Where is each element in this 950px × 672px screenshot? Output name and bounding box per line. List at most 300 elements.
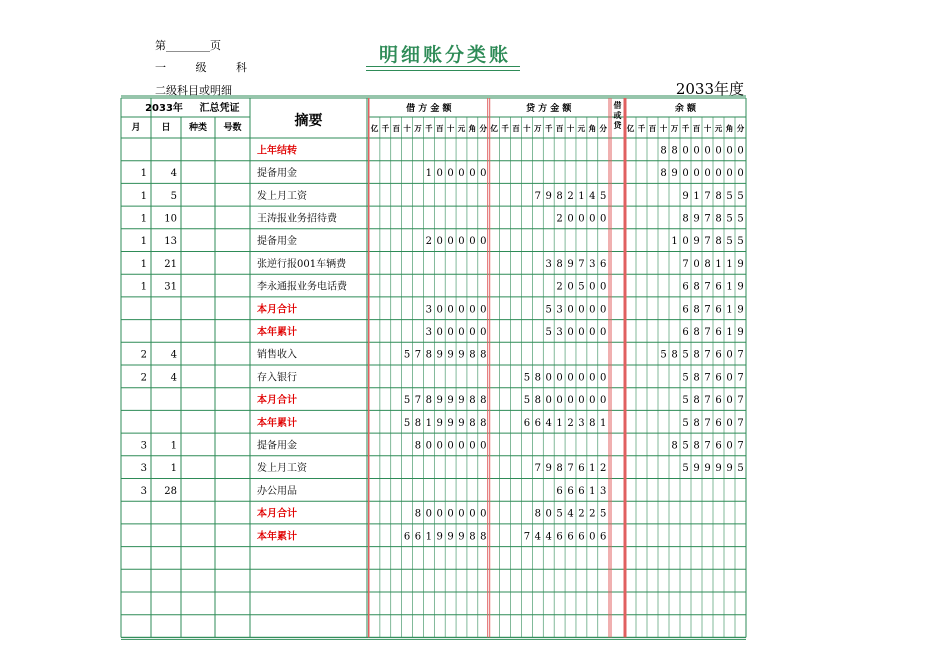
credit-digit: 5 — [556, 508, 563, 520]
balance-digit: 0 — [682, 236, 689, 248]
page-blank: ________ — [166, 39, 210, 52]
credit-digit: 0 — [545, 395, 552, 407]
digit-label: 百 — [692, 124, 701, 133]
digit-label: 千 — [681, 124, 690, 133]
row-month: 1 — [140, 258, 147, 270]
balance-digit: 0 — [726, 349, 733, 361]
level1-char-a: 一 — [155, 61, 166, 74]
credit-digit: 0 — [578, 395, 585, 407]
header-dir: 贷 — [613, 120, 622, 130]
credit-digit: 1 — [578, 190, 585, 202]
balance-digit: 7 — [737, 395, 744, 407]
credit-digit: 5 — [545, 304, 552, 316]
row-day: 10 — [164, 213, 177, 225]
credit-digit: 0 — [567, 326, 574, 338]
row-month: 1 — [140, 213, 147, 225]
balance-digit: 1 — [726, 326, 733, 338]
row-month: 2 — [140, 349, 147, 361]
credit-digit: 7 — [523, 531, 531, 543]
header-debit: 借 方 金 额 — [406, 104, 452, 114]
balance-digit: 0 — [726, 417, 733, 429]
balance-digit: 1 — [693, 190, 700, 202]
debit-digit: 0 — [425, 508, 433, 520]
header-dir: 借 — [613, 100, 622, 110]
digit-label: 百 — [555, 124, 564, 133]
digit-label: 分 — [599, 124, 607, 133]
header-number: 号数 — [223, 123, 242, 133]
credit-digit: 0 — [578, 372, 585, 384]
balance-digit: 7 — [704, 349, 711, 361]
debit-digit: 7 — [414, 349, 422, 361]
debit-digit: 9 — [458, 417, 465, 429]
header-year: 2033年 — [145, 103, 183, 114]
balance-digit: 5 — [737, 213, 744, 225]
row-day: 1 — [170, 440, 177, 452]
page-suffix: 页 — [210, 39, 221, 52]
debit-digit: 0 — [469, 168, 476, 180]
debit-digit: 9 — [458, 531, 465, 543]
row-month: 1 — [140, 190, 147, 202]
debit-digit: 0 — [458, 508, 465, 520]
row-summary: 上年结转 — [257, 145, 297, 157]
balance-digit: 7 — [704, 417, 711, 429]
row-day: 4 — [170, 349, 177, 361]
debit-digit: 9 — [436, 531, 443, 543]
balance-digit: 8 — [693, 281, 700, 293]
credit-digit: 0 — [545, 508, 552, 520]
balance-digit: 8 — [682, 213, 689, 225]
digit-label: 十 — [523, 124, 531, 133]
digit-label: 百 — [512, 124, 520, 133]
debit-digit: 9 — [447, 531, 454, 543]
header-dir: 或 — [613, 110, 622, 120]
credit-digit: 6 — [567, 531, 574, 543]
balance-digit: 7 — [737, 440, 744, 452]
debit-digit: 0 — [436, 236, 443, 248]
credit-digit: 8 — [534, 508, 541, 520]
balance-digit: 0 — [682, 145, 689, 157]
balance-digit: 5 — [682, 440, 689, 452]
debit-digit: 0 — [447, 440, 454, 452]
credit-digit: 5 — [600, 190, 607, 202]
credit-digit: 4 — [534, 531, 541, 543]
debit-digit: 9 — [436, 395, 443, 407]
balance-digit: 9 — [737, 281, 744, 293]
credit-digit: 8 — [556, 258, 563, 270]
balance-digit: 6 — [715, 417, 722, 429]
digit-label: 十 — [446, 124, 455, 133]
debit-digit: 0 — [469, 508, 476, 520]
balance-digit: 0 — [704, 168, 711, 180]
balance-digit: 8 — [660, 145, 667, 157]
balance-digit: 5 — [682, 463, 689, 475]
balance-digit: 8 — [693, 395, 700, 407]
credit-digit: 6 — [534, 417, 541, 429]
balance-digit: 7 — [682, 258, 689, 270]
credit-digit: 2 — [567, 190, 574, 202]
balance-digit: 5 — [660, 349, 667, 361]
balance-digit: 5 — [726, 236, 733, 248]
balance-digit: 7 — [704, 395, 711, 407]
credit-digit: 1 — [589, 485, 596, 497]
balance-digit: 6 — [715, 281, 722, 293]
credit-digit: 7 — [534, 463, 541, 475]
balance-digit: 8 — [693, 349, 700, 361]
header-kind: 种类 — [188, 123, 208, 133]
header-balance: 余 额 — [674, 104, 697, 114]
debit-digit: 0 — [480, 326, 487, 338]
debit-digit: 5 — [403, 395, 411, 407]
credit-digit: 7 — [567, 463, 574, 475]
debit-digit: 8 — [425, 395, 433, 407]
balance-digit: 8 — [693, 440, 700, 452]
credit-digit: 0 — [589, 372, 596, 384]
row-month: 1 — [140, 281, 147, 293]
balance-digit: 9 — [693, 236, 700, 248]
row-day: 28 — [164, 485, 177, 497]
debit-digit: 0 — [447, 236, 454, 248]
credit-digit: 0 — [578, 326, 585, 338]
balance-digit: 6 — [715, 349, 722, 361]
header-month: 月 — [131, 123, 141, 133]
digit-label: 万 — [414, 124, 422, 133]
debit-digit: 8 — [469, 349, 476, 361]
digit-label: 千 — [544, 124, 553, 133]
row-summary: 提备用金 — [257, 236, 297, 248]
credit-digit: 0 — [589, 213, 596, 225]
row-month: 3 — [140, 463, 147, 475]
credit-digit: 6 — [600, 258, 607, 270]
balance-digit: 9 — [693, 463, 700, 475]
balance-digit: 0 — [726, 440, 733, 452]
row-summary: 本月合计 — [257, 395, 297, 407]
credit-digit: 9 — [567, 258, 574, 270]
debit-digit: 0 — [436, 440, 443, 452]
digit-label: 千 — [637, 124, 646, 133]
digit-label: 分 — [479, 124, 488, 133]
debit-digit: 0 — [447, 304, 454, 316]
balance-digit: 5 — [682, 395, 689, 407]
balance-digit: 8 — [671, 349, 678, 361]
balance-digit: 9 — [737, 326, 744, 338]
credit-digit: 3 — [556, 304, 563, 316]
digit-label: 亿 — [490, 124, 498, 133]
debit-digit: 8 — [480, 531, 487, 543]
balance-digit: 8 — [693, 372, 700, 384]
debit-digit: 2 — [425, 236, 433, 248]
balance-digit: 9 — [715, 463, 722, 475]
digit-label: 亿 — [626, 124, 635, 133]
balance-digit: 1 — [726, 258, 733, 270]
credit-digit: 8 — [534, 372, 541, 384]
row-month: 2 — [140, 372, 147, 384]
debit-digit: 0 — [458, 326, 465, 338]
digit-label: 角 — [468, 124, 477, 133]
balance-digit: 6 — [715, 372, 722, 384]
balance-digit: 8 — [715, 190, 722, 202]
balance-digit: 0 — [737, 145, 744, 157]
digit-label: 角 — [725, 124, 734, 133]
debit-digit: 0 — [480, 168, 487, 180]
digit-label: 千 — [381, 124, 390, 133]
credit-digit: 1 — [589, 463, 596, 475]
balance-digit: 0 — [682, 168, 689, 180]
credit-digit: 0 — [578, 304, 585, 316]
debit-digit: 0 — [425, 440, 433, 452]
credit-digit: 0 — [600, 326, 607, 338]
debit-digit: 8 — [480, 349, 487, 361]
credit-digit: 3 — [578, 417, 585, 429]
row-summary: 本年累计 — [257, 326, 297, 338]
credit-digit: 5 — [545, 326, 552, 338]
credit-digit: 3 — [589, 258, 596, 270]
credit-digit: 0 — [589, 531, 596, 543]
credit-digit: 0 — [545, 372, 552, 384]
credit-digit: 0 — [567, 372, 574, 384]
debit-digit: 8 — [469, 395, 476, 407]
credit-digit: 0 — [600, 372, 607, 384]
credit-digit: 8 — [534, 395, 541, 407]
credit-digit: 8 — [589, 417, 596, 429]
balance-digit: 8 — [660, 168, 667, 180]
balance-digit: 7 — [704, 304, 711, 316]
credit-digit: 7 — [534, 190, 541, 202]
row-day: 5 — [170, 190, 177, 202]
header-day: 日 — [161, 123, 171, 133]
balance-digit: 0 — [726, 395, 733, 407]
credit-digit: 2 — [556, 213, 563, 225]
balance-digit: 9 — [682, 190, 689, 202]
balance-digit: 1 — [726, 281, 733, 293]
balance-digit: 5 — [682, 372, 689, 384]
balance-digit: 0 — [726, 168, 733, 180]
balance-digit: 7 — [704, 440, 711, 452]
credit-digit: 0 — [589, 304, 596, 316]
balance-digit: 7 — [704, 326, 711, 338]
debit-digit: 0 — [447, 168, 454, 180]
digit-label: 元 — [457, 124, 466, 133]
balance-digit: 1 — [715, 258, 722, 270]
credit-digit: 6 — [523, 417, 531, 429]
credit-digit: 0 — [600, 281, 607, 293]
digit-label: 百 — [435, 124, 444, 133]
row-month: 3 — [140, 485, 147, 497]
debit-digit: 7 — [414, 395, 422, 407]
balance-digit: 6 — [682, 304, 689, 316]
balance-digit: 9 — [704, 463, 711, 475]
debit-digit: 8 — [469, 417, 476, 429]
digit-label: 千 — [501, 124, 509, 133]
credit-digit: 0 — [567, 213, 574, 225]
debit-digit: 8 — [414, 440, 422, 452]
debit-digit: 0 — [458, 440, 465, 452]
balance-digit: 5 — [726, 213, 733, 225]
credit-digit: 5 — [578, 281, 585, 293]
debit-digit: 8 — [414, 508, 422, 520]
balance-digit: 8 — [715, 236, 722, 248]
debit-digit: 5 — [403, 417, 411, 429]
credit-digit: 0 — [556, 395, 563, 407]
balance-digit: 8 — [693, 326, 700, 338]
row-day: 1 — [170, 463, 177, 475]
credit-digit: 4 — [545, 531, 552, 543]
debit-digit: 9 — [447, 395, 454, 407]
debit-digit: 0 — [458, 304, 465, 316]
credit-digit: 3 — [545, 258, 552, 270]
credit-digit: 0 — [589, 395, 596, 407]
debit-digit: 8 — [414, 417, 422, 429]
credit-digit: 0 — [578, 213, 585, 225]
balance-digit: 7 — [704, 236, 711, 248]
row-summary: 王涛报业务招待费 — [257, 213, 337, 225]
debit-digit: 0 — [436, 304, 443, 316]
balance-digit: 6 — [682, 326, 689, 338]
credit-digit: 2 — [567, 417, 574, 429]
debit-digit: 8 — [425, 349, 433, 361]
credit-digit: 2 — [556, 281, 563, 293]
debit-digit: 3 — [425, 326, 433, 338]
balance-digit: 7 — [704, 190, 711, 202]
credit-digit: 6 — [600, 531, 607, 543]
balance-digit: 5 — [682, 417, 689, 429]
row-summary: 销售收入 — [257, 349, 297, 361]
balance-digit: 9 — [737, 258, 744, 270]
debit-digit: 0 — [436, 508, 443, 520]
balance-digit: 8 — [704, 258, 711, 270]
debit-digit: 0 — [469, 236, 476, 248]
credit-digit: 3 — [600, 485, 607, 497]
balance-digit: 0 — [693, 168, 700, 180]
balance-digit: 7 — [737, 372, 744, 384]
debit-digit: 1 — [425, 531, 433, 543]
balance-digit: 7 — [737, 349, 744, 361]
balance-digit: 0 — [715, 168, 722, 180]
credit-digit: 6 — [578, 463, 585, 475]
balance-digit: 7 — [737, 417, 744, 429]
credit-digit: 1 — [556, 417, 563, 429]
balance-digit: 6 — [715, 326, 722, 338]
balance-digit: 8 — [693, 304, 700, 316]
debit-digit: 5 — [403, 349, 411, 361]
credit-digit: 4 — [567, 508, 574, 520]
debit-digit: 0 — [458, 236, 465, 248]
balance-digit: 7 — [704, 372, 711, 384]
debit-digit: 0 — [447, 508, 454, 520]
credit-digit: 2 — [589, 508, 596, 520]
debit-digit: 9 — [447, 349, 454, 361]
balance-digit: 9 — [737, 304, 744, 316]
credit-digit: 6 — [578, 485, 585, 497]
credit-digit: 0 — [589, 281, 596, 293]
debit-digit: 1 — [425, 417, 433, 429]
credit-digit: 2 — [600, 463, 607, 475]
debit-digit: 0 — [447, 326, 454, 338]
balance-digit: 8 — [693, 417, 700, 429]
balance-digit: 0 — [737, 168, 744, 180]
balance-digit: 5 — [737, 190, 744, 202]
header-summary: 摘要 — [294, 113, 323, 129]
debit-digit: 0 — [480, 508, 487, 520]
debit-digit: 0 — [436, 326, 443, 338]
credit-digit: 3 — [556, 326, 563, 338]
digit-label: 万 — [670, 124, 679, 133]
row-month: 3 — [140, 440, 147, 452]
digit-label: 角 — [588, 124, 597, 133]
balance-digit: 6 — [715, 304, 722, 316]
credit-digit: 0 — [600, 304, 607, 316]
balance-digit: 8 — [671, 145, 678, 157]
balance-digit: 9 — [693, 213, 700, 225]
row-summary: 张逆行报001车辆费 — [257, 258, 347, 270]
page-title: 明细账分类账 — [378, 44, 511, 66]
balance-digit: 9 — [726, 463, 733, 475]
row-summary: 发上月工资 — [257, 190, 307, 202]
debit-digit: 9 — [436, 417, 443, 429]
debit-digit: 8 — [480, 395, 487, 407]
credit-digit: 5 — [600, 508, 607, 520]
level1-char-c: 科 — [236, 61, 247, 74]
debit-digit: 1 — [425, 168, 433, 180]
digit-label: 元 — [714, 124, 723, 133]
credit-digit: 0 — [600, 395, 607, 407]
digit-label: 十 — [403, 124, 411, 133]
balance-digit: 1 — [726, 304, 733, 316]
credit-digit: 4 — [589, 190, 596, 202]
level1-char-b: 级 — [195, 61, 207, 74]
row-day: 4 — [170, 168, 177, 180]
digit-label: 十 — [566, 124, 575, 133]
credit-digit: 0 — [556, 372, 563, 384]
credit-digit: 9 — [545, 190, 552, 202]
credit-digit: 9 — [545, 463, 552, 475]
debit-digit: 0 — [480, 440, 487, 452]
debit-digit: 0 — [480, 236, 487, 248]
debit-digit: 9 — [447, 417, 454, 429]
credit-digit: 0 — [567, 281, 574, 293]
credit-digit: 8 — [556, 463, 563, 475]
debit-digit: 8 — [469, 531, 476, 543]
row-summary: 存入银行 — [257, 372, 297, 384]
balance-digit: 5 — [737, 236, 744, 248]
row-day: 4 — [170, 372, 177, 384]
credit-digit: 0 — [589, 326, 596, 338]
balance-digit: 6 — [682, 281, 689, 293]
digit-label: 百 — [392, 124, 400, 133]
balance-digit: 0 — [726, 372, 733, 384]
balance-digit: 7 — [704, 213, 711, 225]
balance-digit: 7 — [704, 281, 711, 293]
credit-digit: 0 — [567, 395, 574, 407]
digit-label: 十 — [703, 124, 712, 133]
digit-label: 亿 — [370, 124, 379, 133]
credit-digit: 5 — [523, 395, 531, 407]
credit-digit: 4 — [545, 417, 552, 429]
digit-label: 分 — [736, 124, 745, 133]
credit-digit: 0 — [600, 213, 607, 225]
credit-digit: 0 — [567, 304, 574, 316]
debit-digit: 0 — [458, 168, 465, 180]
debit-digit: 0 — [469, 440, 476, 452]
debit-digit: 6 — [403, 531, 411, 543]
balance-digit: 0 — [726, 145, 733, 157]
balance-digit: 1 — [671, 236, 678, 248]
year-label: 2033年度 — [675, 80, 744, 98]
row-summary: 发上月工资 — [257, 463, 307, 475]
row-day: 31 — [164, 281, 177, 293]
row-day: 21 — [164, 258, 177, 270]
balance-digit: 5 — [726, 190, 733, 202]
balance-digit: 0 — [704, 145, 711, 157]
